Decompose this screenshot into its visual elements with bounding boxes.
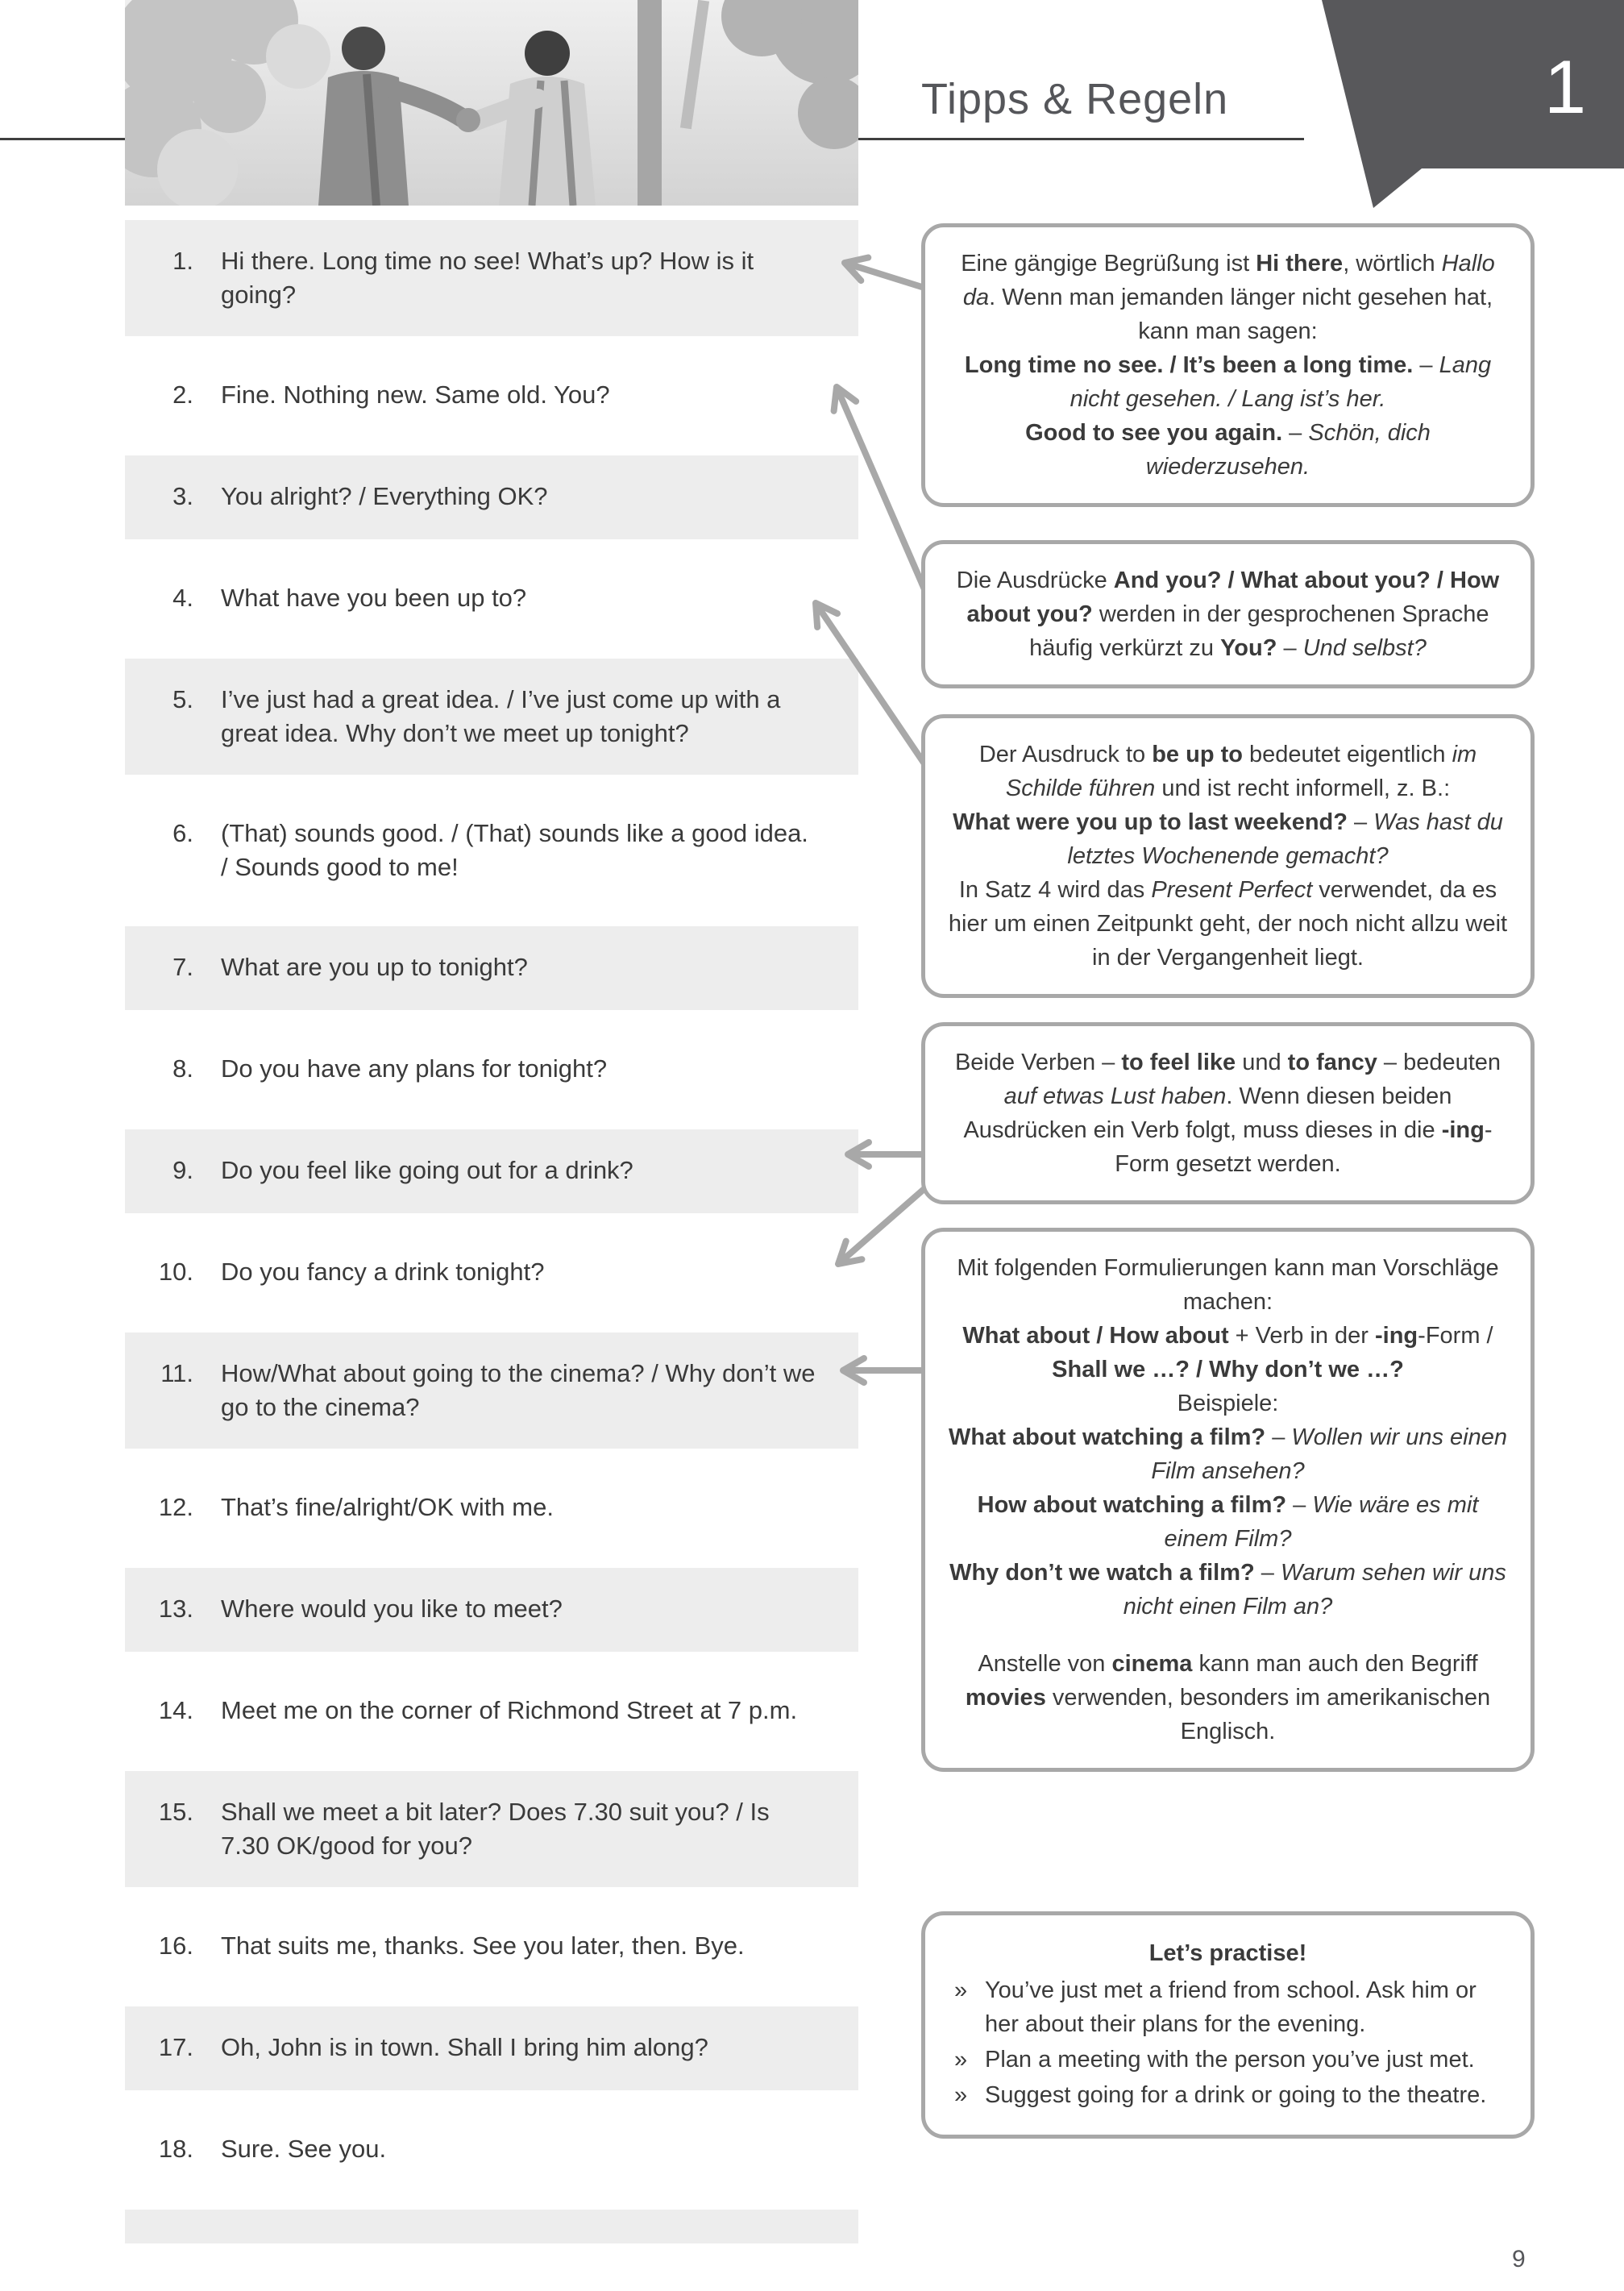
dialogue-item-number: 5. [172,685,193,713]
dialogue-item-text: How/What about going to the cinema? / Why don’t we go to the cinema? [221,1359,816,1421]
dialogue-item-number: 4. [172,584,193,612]
dialogue-item-number: 13. [158,1595,193,1623]
tip-box-text: Eine gängige Begrüßung ist Hi there, wörtlich Hallo da. Wenn man jemanden länger nicht gesehen hat, kann man sagen: Long time no see. / It’s been a long time. – Lang nicht gesehen. / Lang ist’s her. Good to see you again. – Schön, dich wiederzusehen. [961,251,1495,480]
practise-item [953,2078,1503,2112]
dialogue-item [125,2108,858,2192]
dialogue-item [125,1669,858,1753]
header-rule-left [0,138,125,140]
dialogue-item-number: 18. [158,2135,193,2163]
dialogue-item-number: 6. [172,819,193,847]
greeting-photo [125,0,858,206]
dialogue-item [125,220,858,336]
dialogue-rows [125,220,858,2192]
dialogue-item [125,1568,858,1652]
dialogue-item-number: 16. [158,1931,193,1960]
dialogue-item-number: 7. [172,953,193,981]
dialogue-item-number: 17. [158,2033,193,2061]
tip-box-text: Mit folgenden Formulierungen kann man Vorschläge machen: What about / How about + Verb in der -ing-Form / Shall we …? / Why don’t we …? Beispiele: What about watching a film? – Wollen wir uns einen Film ansehen? How about watching a film? – Wie wäre es mit einem Film? Why don’t we watch a film? – Warum sehen wir uns nicht einen Film an? Anstelle von cinema kann man auch den Begriff movies verwenden, besonders im amerikanischen Englisch. [949,1255,1507,1744]
dialogue-item-text: Shall we meet a bit later? Does 7.30 suit you? / Is 7.30 OK/good for you? [221,1798,770,1860]
dialogue-item-text: That suits me, thanks. See you later, then. Bye. [221,1931,745,1960]
dialogue-item-number: 14. [158,1696,193,1724]
dialogue-item-text: Do you feel like going out for a drink? [221,1156,633,1184]
dialogue-item-number: 2. [172,380,193,409]
practise-item-text: Suggest going for a drink or going to the theatre. [985,2082,1487,2109]
dialogue-item [125,1466,858,1550]
dialogue-item-text: Do you fancy a drink tonight? [221,1258,545,1286]
practise-item-text: You’ve just met a friend from school. Ask him or her about their plans for the evening. [985,1977,1477,2038]
dialogue-item-text: That’s fine/alright/OK with me. [221,1493,554,1521]
dialogue-item-text: Where would you like to meet? [221,1595,563,1623]
dialogue-item [125,792,858,908]
tip-box-lets-practise [921,1911,1535,2139]
dialogue-item [125,926,858,1010]
practise-bullet-glyph: » [954,2082,968,2109]
dialogue-item-number: 8. [172,1054,193,1083]
dialogue-item [125,659,858,775]
dialogue-item [125,1905,858,1989]
greeting-photo-illustration [125,0,858,206]
dialogue-item-number: 15. [158,1798,193,1826]
dialogue-item-number: 10. [158,1258,193,1286]
tip-box-feel-like-fancy [921,1022,1535,1204]
header-rule-right [858,138,1304,140]
chapter-number-tab [1302,0,1624,208]
dialogue-item-text: (That) sounds good. / (That) sounds like a good idea. / Sounds good to me! [221,819,808,881]
dialogue-item-text: Fine. Nothing new. Same old. You? [221,380,610,409]
dialogue-item [125,1771,858,1887]
dialogue-item [125,2006,858,2090]
dialogue-item [125,1028,858,1112]
dialogue-item-number: 12. [158,1493,193,1521]
practise-item [953,1973,1503,2041]
dialogue-item-text: What are you up to tonight? [221,953,528,981]
dialogue-item [125,455,858,539]
dialogue-item-text: What have you been up to? [221,584,527,612]
practise-bullet-glyph: » [954,1977,968,2004]
practise-item [953,2043,1503,2077]
trailing-band [125,2210,858,2243]
dialogue-item [125,1333,858,1449]
dialogue-item-text: Oh, John is in town. Shall I bring him along? [221,2033,708,2061]
tip-box-making-suggestions [921,1228,1535,1772]
dialogue-item [125,1129,858,1213]
practise-item-text: Plan a meeting with the person you’ve just met. [985,2047,1475,2073]
dialogue-item-text: Hi there. Long time no see! What’s up? How is it going? [221,247,754,309]
practise-list [953,1973,1503,2112]
tip-box-be-up-to [921,714,1535,998]
page-number: 9 [1512,2246,1526,2272]
tip-box-text: Der Ausdruck to be up to bedeutet eigentlich im Schilde führen und ist recht informell, z. B.: What were you up to last weekend? – Was hast du letztes Wochenende gemacht? In Satz 4 wird das Present Perfect verwendet, da es hier um einen Zeitpunkt geht, der noch nicht allzu weit in der Vergangenheit liegt. [948,742,1508,971]
dialogue-item [125,354,858,438]
dialogue-item-text: Sure. See you. [221,2135,387,2163]
tip-box-greetings [921,223,1535,507]
dialogue-list [125,220,858,2243]
hand-clasp [456,108,480,132]
dialogue-item-number: 1. [172,247,193,275]
dialogue-item [125,1231,858,1315]
page-title: Tipps & Regeln [921,75,1229,123]
tip-box-and-you-short-forms [921,540,1535,688]
dialogue-item-number: 11. [160,1359,193,1387]
dialogue-item-number: 9. [172,1156,193,1184]
practise-bullet-glyph: » [954,2047,968,2073]
practise-title: Let’s practise! [1148,1940,1307,1966]
tip-box-text: Beide Verben – to feel like und to fancy – bedeuten auf etwas Lust haben. Wenn diesen beiden Ausdrücken ein Verb folgt, muss dieses in die -ing-Form gesetzt werden. [954,1050,1501,1178]
dialogue-item-text: Meet me on the corner of Richmond Street at 7 p.m. [221,1696,798,1724]
chapter-number: 1 [1543,44,1587,129]
tip-box-text: Die Ausdrücke And you? / What about you? / How about you? werden in der gesprochenen Sprache häufig verkürzt zu You? – Und selbst? [956,568,1500,662]
dialogue-item [125,557,858,641]
dialogue-item-text: Do you have any plans for tonight? [221,1054,608,1083]
dialogue-item-text: You alright? / Everything OK? [221,482,548,510]
dialogue-item-text: I’ve just had a great idea. / I’ve just come up with a great idea. Why don’t we meet up tonight? [221,685,781,747]
dialogue-item-number: 3. [172,482,193,510]
